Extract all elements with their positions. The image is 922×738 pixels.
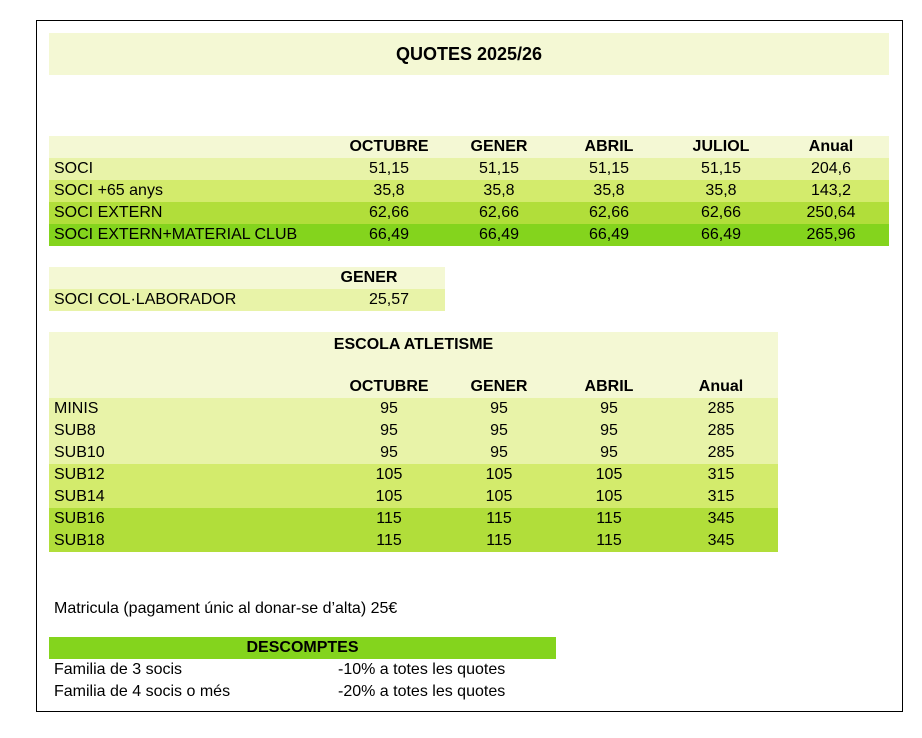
table-cell: 95 [490, 422, 508, 439]
row-label: SUB10 [54, 444, 105, 461]
table-cell: 115 [596, 510, 622, 527]
table-cell: 95 [490, 444, 508, 461]
quotes-header-row [49, 136, 889, 158]
table-cell: 66,49 [588, 226, 630, 243]
matricula-note: Matricula (pagament únic al donar-se d’alta) 25€ [54, 600, 398, 617]
table-row [49, 681, 556, 703]
row-label: SOCI EXTERN [54, 204, 163, 221]
colaborador-header-row [49, 267, 445, 289]
row-label: SOCI [54, 160, 94, 177]
colaborador-table [49, 267, 445, 313]
title-bar [49, 33, 889, 75]
table-cell: 95 [600, 422, 618, 439]
table-row [49, 530, 778, 552]
table-cell: 105 [595, 488, 623, 505]
section-title: DESCOMPTES [246, 639, 359, 656]
table-cell: 285 [707, 400, 735, 417]
table-cell: 95 [600, 444, 618, 461]
table-cell: 66,49 [368, 226, 410, 243]
table-cell: 62,66 [588, 204, 630, 221]
table-cell: 315 [707, 466, 735, 483]
table-cell: 315 [707, 488, 735, 505]
table-cell: 204,6 [810, 160, 852, 177]
table-cell: 95 [380, 400, 398, 417]
table-cell: -20% a totes les quotes [338, 683, 506, 700]
table-cell: 66,49 [478, 226, 520, 243]
table-cell: 105 [485, 488, 513, 505]
section-title: ESCOLA ATLETISME [333, 336, 494, 353]
table-cell: 250,64 [806, 204, 856, 221]
table-row [49, 398, 778, 420]
table-cell: 345 [707, 510, 735, 527]
table-cell: 285 [707, 422, 735, 439]
col-header-gener: GENER [470, 378, 528, 395]
quotes-table [49, 136, 889, 248]
table-row [49, 180, 889, 202]
escola-header [49, 332, 778, 399]
col-header-juliol: JULIOL [692, 138, 750, 155]
table-row [49, 486, 778, 508]
col-header-gener: GENER [470, 138, 528, 155]
fee-sheet [36, 20, 903, 712]
descomptes-header-row [49, 637, 556, 659]
table-cell: 95 [600, 400, 618, 417]
table-cell: 143,2 [810, 182, 852, 199]
table-cell: 95 [490, 400, 508, 417]
table-cell: 285 [707, 444, 735, 461]
row-label: MINIS [54, 400, 99, 417]
page-title: QUOTES 2025/26 [395, 44, 543, 64]
table-cell: 115 [376, 510, 402, 527]
table-row [49, 420, 778, 442]
table-row [49, 224, 889, 246]
table-cell: 115 [376, 532, 402, 549]
table-cell: 35,8 [483, 182, 515, 199]
table-cell: 35,8 [593, 182, 625, 199]
table-cell: 265,96 [806, 226, 856, 243]
table-cell: 51,15 [588, 160, 630, 177]
col-header-anual: Anual [808, 138, 854, 155]
table-row [49, 464, 778, 486]
escola-table [49, 332, 778, 553]
table-cell: 115 [486, 532, 512, 549]
row-label: Familia de 3 socis [54, 661, 183, 678]
row-label: SUB18 [54, 532, 105, 549]
col-header-gener: GENER [340, 269, 398, 286]
table-cell: 345 [707, 532, 735, 549]
table-cell: 66,49 [700, 226, 742, 243]
col-header-abril: ABRIL [584, 378, 634, 395]
descomptes-table [49, 637, 556, 705]
table-cell: 51,15 [368, 160, 410, 177]
row-label: SOCI EXTERN+MATERIAL CLUB [54, 226, 298, 243]
col-header-octubre: OCTUBRE [349, 138, 429, 155]
table-cell: 105 [595, 466, 623, 483]
table-cell: -10% a totes les quotes [338, 661, 506, 678]
table-cell: 105 [485, 466, 513, 483]
table-row [49, 289, 445, 311]
row-label: SUB16 [54, 510, 105, 527]
table-cell: 25,57 [368, 291, 410, 308]
table-cell: 62,66 [700, 204, 742, 221]
table-row [49, 508, 778, 530]
table-cell: 51,15 [478, 160, 520, 177]
table-row [49, 202, 889, 224]
table-row [49, 659, 556, 681]
row-label: SOCI +65 anys [54, 182, 163, 199]
table-row [49, 158, 889, 180]
table-cell: 95 [380, 422, 398, 439]
table-cell: 35,8 [705, 182, 737, 199]
row-label: Familia de 4 socis o més [54, 683, 231, 700]
row-label: SUB12 [54, 466, 105, 483]
table-cell: 105 [375, 466, 403, 483]
table-cell: 62,66 [478, 204, 520, 221]
table-cell: 35,8 [373, 182, 405, 199]
row-label: SUB14 [54, 488, 105, 505]
table-cell: 105 [375, 488, 403, 505]
table-cell: 51,15 [700, 160, 742, 177]
col-header-anual: Anual [698, 378, 744, 395]
table-row [49, 442, 778, 464]
table-cell: 95 [380, 444, 398, 461]
row-label: SOCI COL·LABORADOR [54, 291, 237, 308]
col-header-octubre: OCTUBRE [349, 378, 429, 395]
row-label: SUB8 [54, 422, 96, 439]
table-cell: 62,66 [368, 204, 410, 221]
table-cell: 115 [596, 532, 622, 549]
table-cell: 115 [486, 510, 512, 527]
col-header-abril: ABRIL [584, 138, 634, 155]
